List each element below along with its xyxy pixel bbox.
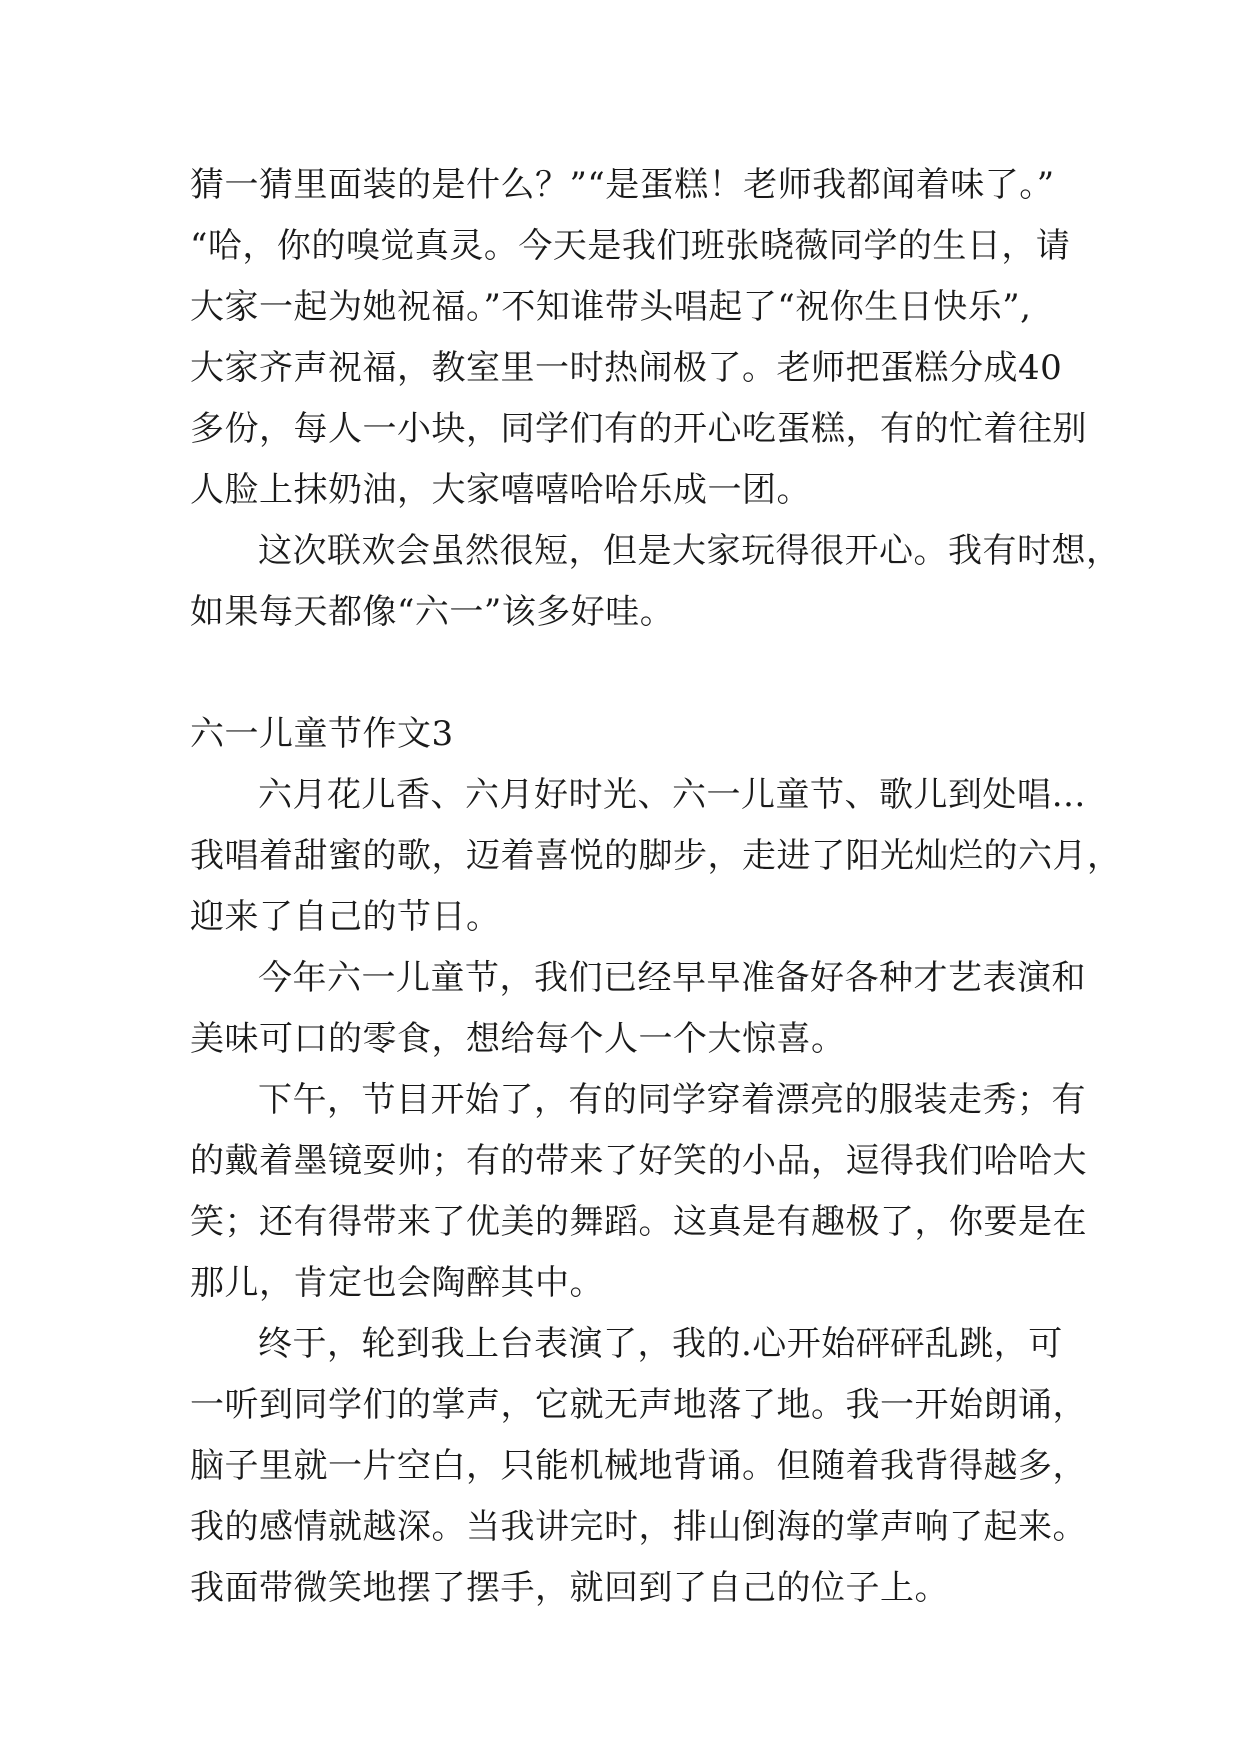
section-heading: 六一儿童节作文3 (190, 714, 454, 754)
text-line: 笑；还有得带来了优美的舞蹈。这真是有趣极了，你要是在 (190, 1202, 1087, 1242)
text-line: 这次联欢会虽然很短，但是大家玩得很开心。我有时想， (258, 531, 1121, 571)
text-line: “哈，你的嗅觉真灵。今天是我们班张晓薇同学的生日，请 (190, 226, 1071, 266)
text-line: 大家齐声祝福，教室里一时热闹极了。老师把蛋糕分成40 (190, 348, 1063, 388)
paragraph-6 (190, 1314, 1087, 1619)
text-line: 六月花儿香、六月好时光、六一儿童节、歌儿到处唱… (258, 775, 1086, 815)
text-line: 多份，每人一小块，同学们有的开心吃蛋糕，有的忙着往别 (190, 409, 1087, 449)
paragraph-3 (190, 765, 1122, 948)
text-line: 大家一起为她祝福。”不知谁带头唱起了“祝你生日快乐”, (190, 287, 1032, 327)
text-line: 今年六一儿童节，我们已经早早准备好各种才艺表演和 (258, 958, 1086, 998)
text-line: 我的感情就越深。当我讲完时，排山倒海的掌声响了起来。 (190, 1507, 1087, 1547)
text-line: 下午，节目开始了，有的同学穿着漂亮的服装走秀；有 (258, 1080, 1086, 1120)
document-page (190, 155, 1122, 1619)
paragraph-2 (190, 521, 1121, 643)
text-line: 我唱着甜蜜的歌，迈着喜悦的脚步，走进了阳光灿烂的六月， (190, 836, 1122, 876)
text-line: 美味可口的零食，想给每个人一个大惊喜。 (190, 1019, 846, 1059)
paragraph-5 (190, 1070, 1087, 1314)
text-line: 的戴着墨镜耍帅；有的带来了好笑的小品，逗得我们哈哈大 (190, 1141, 1087, 1181)
text-line: 猜一猜里面装的是什么？”“是蛋糕！老师我都闻着味了。” (190, 165, 1055, 205)
text-line: 人脸上抹奶油，大家嘻嘻哈哈乐成一团。 (190, 470, 811, 510)
text-line: 终于，轮到我上台表演了，我的.心开始砰砰乱跳，可 (258, 1324, 1063, 1364)
text-line: 迎来了自己的节日。 (190, 897, 501, 937)
spacer (190, 643, 1070, 704)
text-line: 如果每天都像“六一”该多好哇。 (190, 592, 675, 632)
text-line: 脑子里就一片空白，只能机械地背诵。但随着我背得越多， (190, 1446, 1087, 1486)
text-line: 那儿，肯定也会陶醉其中。 (190, 1263, 604, 1303)
paragraph-4 (190, 948, 1086, 1070)
paragraph-1 (190, 155, 1087, 521)
text-line: 一听到同学们的掌声，它就无声地落了地。我一开始朗诵， (190, 1385, 1087, 1425)
text-line: 我面带微笑地摆了摆手，就回到了自己的位子上。 (190, 1568, 949, 1608)
